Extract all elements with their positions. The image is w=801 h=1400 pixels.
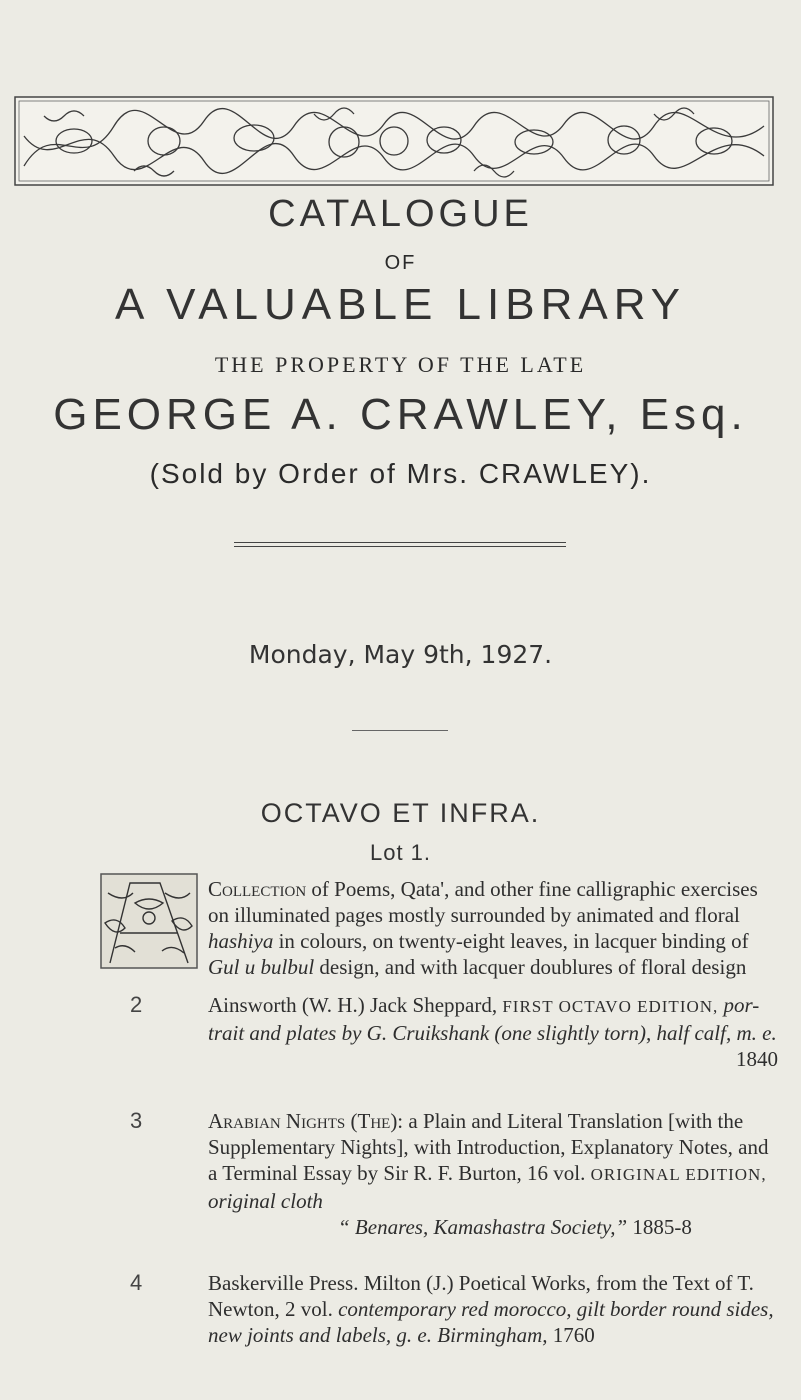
ornamental-headpiece	[14, 96, 774, 186]
sold-by-line: (Sold by Order of Mrs. CRAWLEY).	[149, 458, 652, 489]
lot-2-description	[208, 992, 778, 1072]
owner-name: GEORGE A. CRAWLEY, Esq.	[53, 390, 748, 439]
lot-1-text: of Poems, Qata', and other fine calligraphic exercises on illuminated pages mostly surrounded by animated and floral	[208, 877, 758, 927]
lot-4-binding: contemporary red morocco, gilt border round sides, new joints and labels, g. e.	[208, 1297, 774, 1347]
lot-2-number: 2	[130, 992, 143, 1017]
lot-4-text: Baskerville Press. Milton (J.) Poetical Works, from the Text of T. Newton, 2 vol.	[208, 1271, 754, 1321]
property-line: THE PROPERTY OF THE LATE	[214, 352, 587, 377]
lot-3-lead: Arabian Nights (The):	[208, 1109, 404, 1133]
lot-3-number: 3	[130, 1108, 143, 1133]
double-rule	[234, 542, 566, 547]
lot-3-date: 1885-8	[632, 1215, 692, 1239]
title-of: OF	[384, 252, 417, 274]
lot-3-text: a Plain and Literal Translation [with the Supplementary Nights], with Introduction, Explanatory Notes, and a Terminal Essay by Sir R. F. Burton, 16 vol.	[208, 1109, 769, 1185]
lot-2-edition: FIRST OCTAVO EDITION,	[502, 997, 719, 1016]
lot-2-details: por-trait and plates by G. Cruikshank (one slightly torn), half calf, m. e.	[208, 993, 777, 1045]
short-rule	[352, 730, 448, 731]
lot-3-description	[208, 1108, 778, 1240]
lot-4-imprint: Birmingham,	[437, 1323, 548, 1347]
lot-2-date: 1840	[736, 1047, 778, 1071]
lot-3-binding: original cloth	[208, 1189, 323, 1213]
lot-3-imprint: “ Benares, Kamashastra Society,”	[338, 1215, 628, 1239]
lot-1-illustration	[100, 873, 198, 969]
sale-date: Monday, May 9th, 1927.	[248, 640, 553, 669]
lot-3-edition: ORIGINAL EDITION,	[590, 1165, 767, 1184]
lot-2-text: Ainsworth (W. H.) Jack Sheppard,	[208, 993, 498, 1017]
lot-label: Lot 1.	[369, 840, 432, 865]
lot-4-number: 4	[130, 1270, 143, 1295]
lot-1-italic-1: hashiya	[208, 929, 274, 953]
lot-1-italic-2: Gul u bulbul	[208, 955, 315, 979]
lot-4-description	[208, 1270, 778, 1348]
lot-1-description	[208, 876, 778, 980]
lot-1-lead: Collection	[208, 877, 307, 901]
lot-1-text-2: in colours, on twenty-eight leaves, in lacquer binding of	[278, 929, 749, 953]
lot-4-date: 1760	[552, 1323, 595, 1347]
section-title: OCTAVO ET INFRA.	[260, 798, 541, 828]
lot-1-text-3: design, and with lacquer doublures of floral design	[319, 955, 747, 979]
catalogue-title: CATALOGUE	[268, 193, 533, 235]
library-title: A VALUABLE LIBRARY	[114, 280, 687, 329]
